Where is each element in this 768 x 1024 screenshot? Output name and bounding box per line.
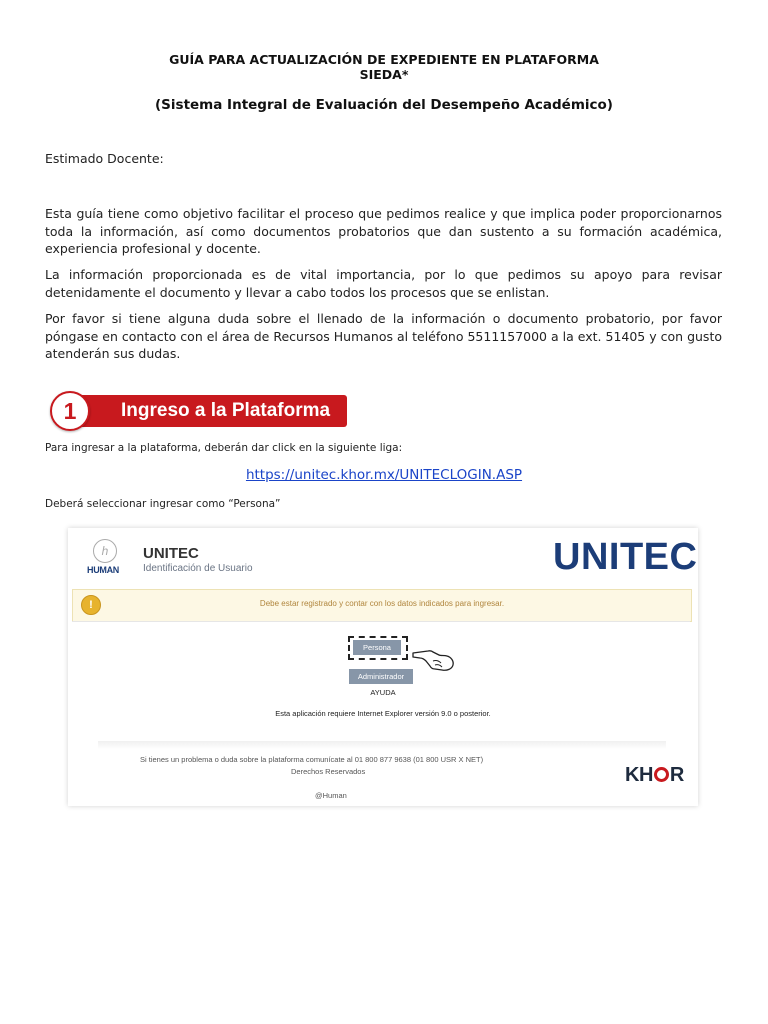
document-subtitle: (Sistema Integral de Evaluación del Desempeño Académico) [155, 97, 613, 113]
intro-paragraph: Esta guía tiene como objetivo facilitar el proceso que pedimos realice y que implica poder proporcionarnos toda la información, así como documentos probatorios que dan sustento a su formación académica, experiencia profesional y docente. [45, 206, 722, 256]
unitec-brand-logo: UNITEC [553, 536, 698, 578]
document-title [0, 52, 768, 82]
ayuda-link[interactable]: AYUDA [370, 688, 396, 697]
greeting: Estimado Docente: [45, 151, 164, 166]
khor-logo-text-end: R [669, 764, 684, 786]
pointing-hand-icon [411, 641, 456, 673]
warning-icon: ! [81, 595, 101, 615]
importance-paragraph: La información proporcionada es de vital importancia, por lo que pedimos su apoyo para revisar detenidamente el documento y llevar a cabo todos los procesos que se enlistan. [45, 267, 722, 300]
administrador-button[interactable]: Administrador [349, 669, 413, 684]
rights-reserved: Derechos Reservados [291, 767, 366, 776]
section-banner-bar [68, 395, 347, 427]
title-line-2: SIEDA* [359, 67, 409, 82]
app-subtitle: Identificación de Usuario [143, 563, 253, 574]
select-persona-note: Deberá seleccionar ingresar como “Persona” [45, 498, 281, 510]
browser-requirement: Esta aplicación requiere Internet Explorer versión 9.0 o posterior. [275, 709, 491, 718]
khor-logo-text: KH [625, 764, 653, 786]
khor-logo [625, 764, 684, 787]
support-contact: Si tienes un problema o duda sobre la plataforma comunícate al 01 800 877 9638 (01 800 USR X NET) [140, 755, 484, 764]
login-instruction: Para ingresar a la plataforma, deberán dar click en la siguiente liga: [45, 442, 403, 454]
platform-link[interactable]: https://unitec.khor.mx/UNITECLOGIN.ASP [245, 467, 523, 483]
section-title: Ingreso a la Plataforma [121, 400, 331, 421]
human-credit: @Human [315, 791, 347, 800]
login-screenshot [68, 528, 698, 806]
divider [72, 621, 690, 622]
app-name: UNITEC [143, 545, 199, 562]
section-number: 1 [50, 391, 90, 431]
human-logo-text: HUMAN [87, 565, 119, 575]
footer-shadow [98, 741, 666, 749]
info-alert [72, 589, 692, 622]
alert-text: Debe estar registrado y contar con los datos indicados para ingresar. [259, 599, 505, 608]
human-logo-icon: h [93, 539, 117, 563]
title-line-1: GUÍA PARA ACTUALIZACIÓN DE EXPEDIENTE EN PLATAFORMA [169, 52, 599, 67]
contact-paragraph: Por favor si tiene alguna duda sobre el llenado de la información o documento probatorio, por favor póngase en contacto con el área de Recursos Humanos al teléfono 5511157000 a la ext. 51405 y con gusto atenderán sus dudas. [45, 311, 722, 361]
persona-button[interactable]: Persona [353, 640, 401, 655]
human-logo [87, 539, 123, 579]
khor-logo-ring [654, 767, 669, 782]
section-banner [50, 391, 350, 431]
